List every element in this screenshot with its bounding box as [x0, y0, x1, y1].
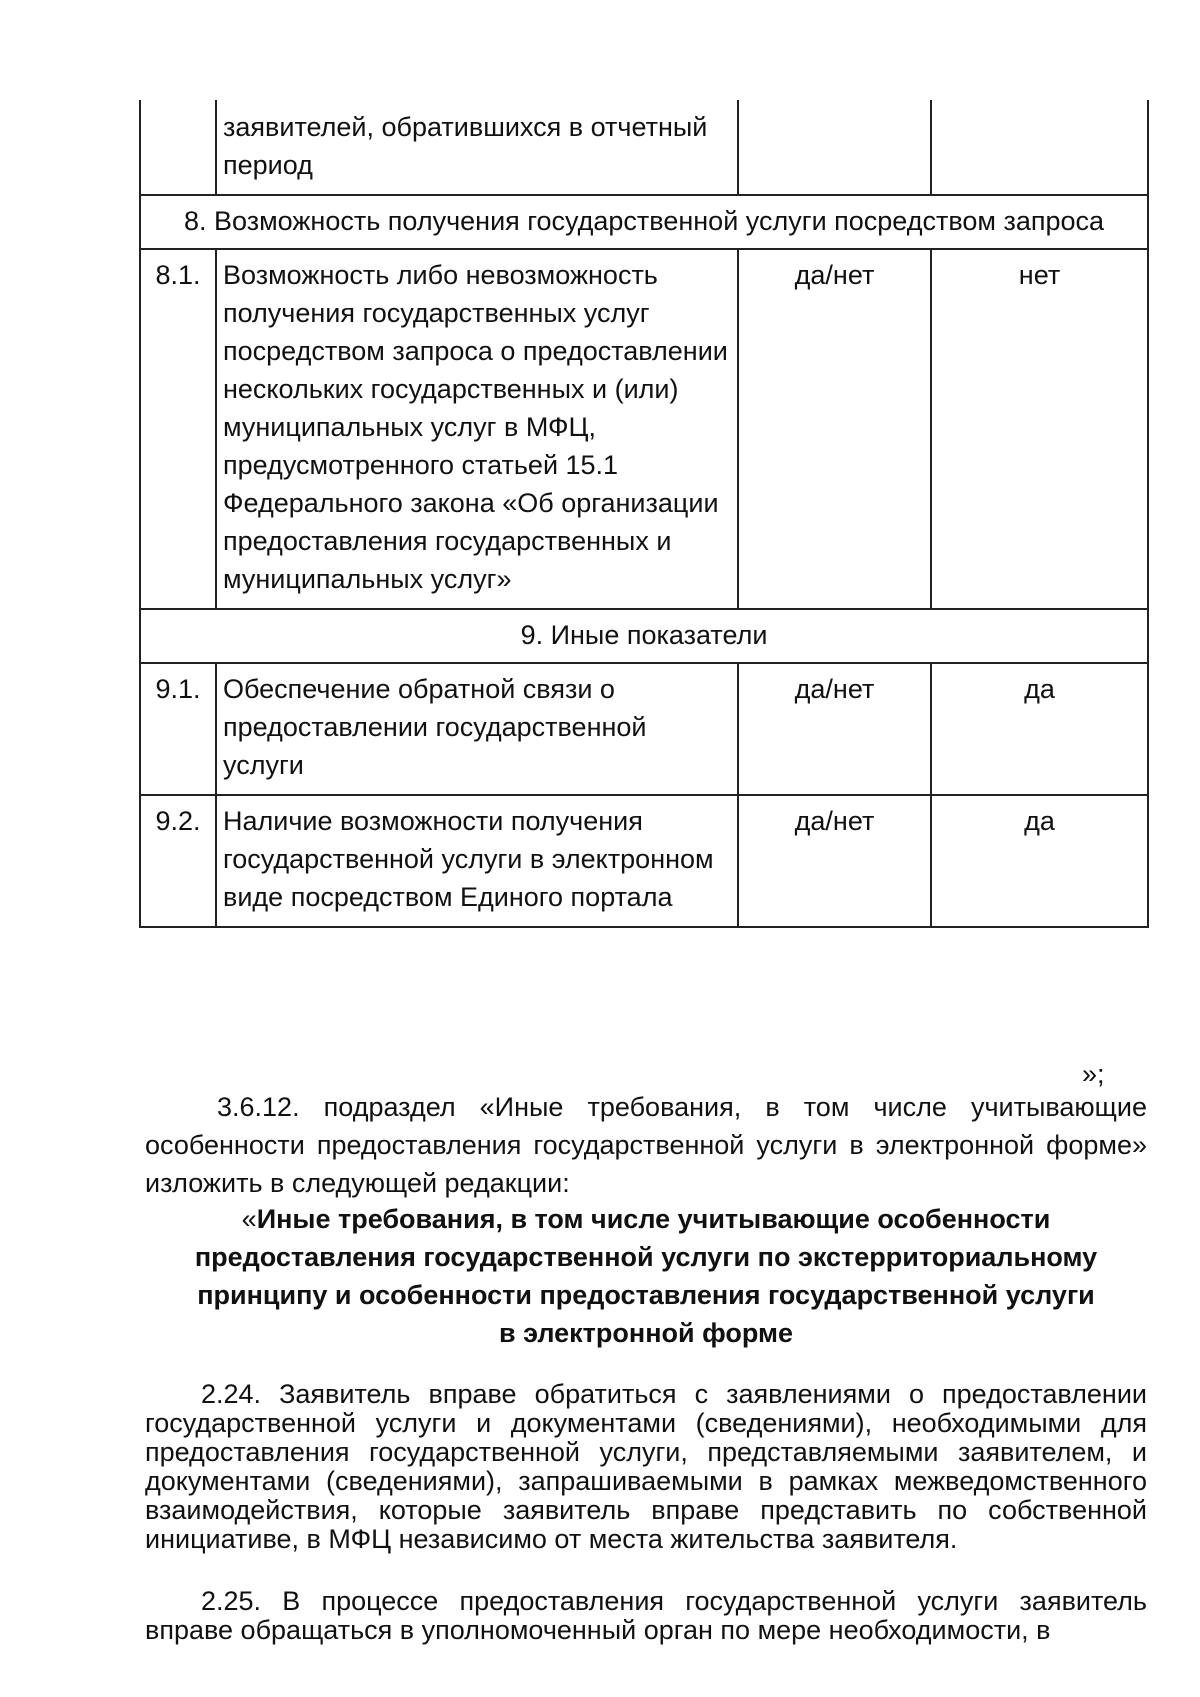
- indicator-name-cell: Наличие возможности получения государственной услуги в электронном виде посредством Единого портала: [216, 795, 738, 927]
- paragraph-3-6-12: 3.6.12. подраздел «Иные требования, в том числе учитывающие особенности предоставления государственной услуги в электронной форме» изложить в следующей редакции:: [145, 1092, 1147, 1198]
- heading-open-quote: «: [241, 1204, 257, 1234]
- table-row-8-1: [140, 249, 1148, 609]
- indicator-name-cell: Возможность либо невозможность получения государственных услуг посредством запроса о предоставлении нескольких государственных и (или) муниципальных услуг в МФЦ, предусмотренного статьей 15.1 Федерального закона «Об организации предоставления государственных и муниципальных услуг»: [216, 249, 738, 609]
- table-row-9-2: [140, 795, 1148, 927]
- table-row-continuation: [140, 100, 1148, 195]
- value-cell: да: [931, 795, 1148, 927]
- row-number-cell: 9.2.: [140, 795, 216, 927]
- section-heading: [145, 1200, 1147, 1352]
- heading-line-1-text: Иные требования, в том числе учитывающие особенности: [256, 1204, 1051, 1234]
- indicator-name-cell: заявителей, обратившихся в отчетный период: [216, 100, 738, 195]
- heading-line-4: в электронной форме: [499, 1318, 793, 1348]
- table-row-9-1: [140, 663, 1148, 795]
- section-row-9: [140, 609, 1148, 663]
- unit-cell: [738, 100, 931, 195]
- value-cell: нет: [931, 249, 1148, 609]
- heading-line-3: принципу и особенности предоставления государственной услуги: [197, 1280, 1095, 1310]
- heading-line-1: [145, 1200, 1147, 1238]
- indicators-table: [139, 100, 1149, 928]
- heading-line-2: предоставления государственной услуги по экстерриториальному: [194, 1242, 1098, 1272]
- unit-cell: да/нет: [738, 663, 931, 795]
- unit-cell: да/нет: [738, 249, 931, 609]
- section-title: 9. Иные показатели: [140, 609, 1148, 663]
- row-number-cell: 8.1.: [140, 249, 216, 609]
- section-row-8: [140, 195, 1148, 249]
- closing-quote: »;: [1082, 1059, 1105, 1089]
- unit-cell: да/нет: [738, 795, 931, 927]
- paragraph-2-24: 2.24. Заявитель вправе обратиться с заявлениями о предоставлении государственной услуги и документами (сведениями), необходимыми для предоставления государственной услуги, представляемыми заявителем, и документами (сведениями), запрашиваемыми в рамках межведомственного взаимодействия, которые заявитель вправе представить по собственной инициативе, в МФЦ независимо от места жительства заявителя.: [145, 1379, 1147, 1554]
- row-number-cell: [140, 100, 216, 195]
- section-title: 8. Возможность получения государственной услуги посредством запроса: [140, 195, 1148, 249]
- paragraph-2-25: 2.25. В процессе предоставления государственной услуги заявитель вправе обращаться в уполномоченный орган по мере необходимости, в: [145, 1586, 1147, 1645]
- value-cell: [931, 100, 1148, 195]
- value-cell: да: [931, 663, 1148, 795]
- row-number-cell: 9.1.: [140, 663, 216, 795]
- indicator-name-cell: Обеспечение обратной связи о предоставлении государственной услуги: [216, 663, 738, 795]
